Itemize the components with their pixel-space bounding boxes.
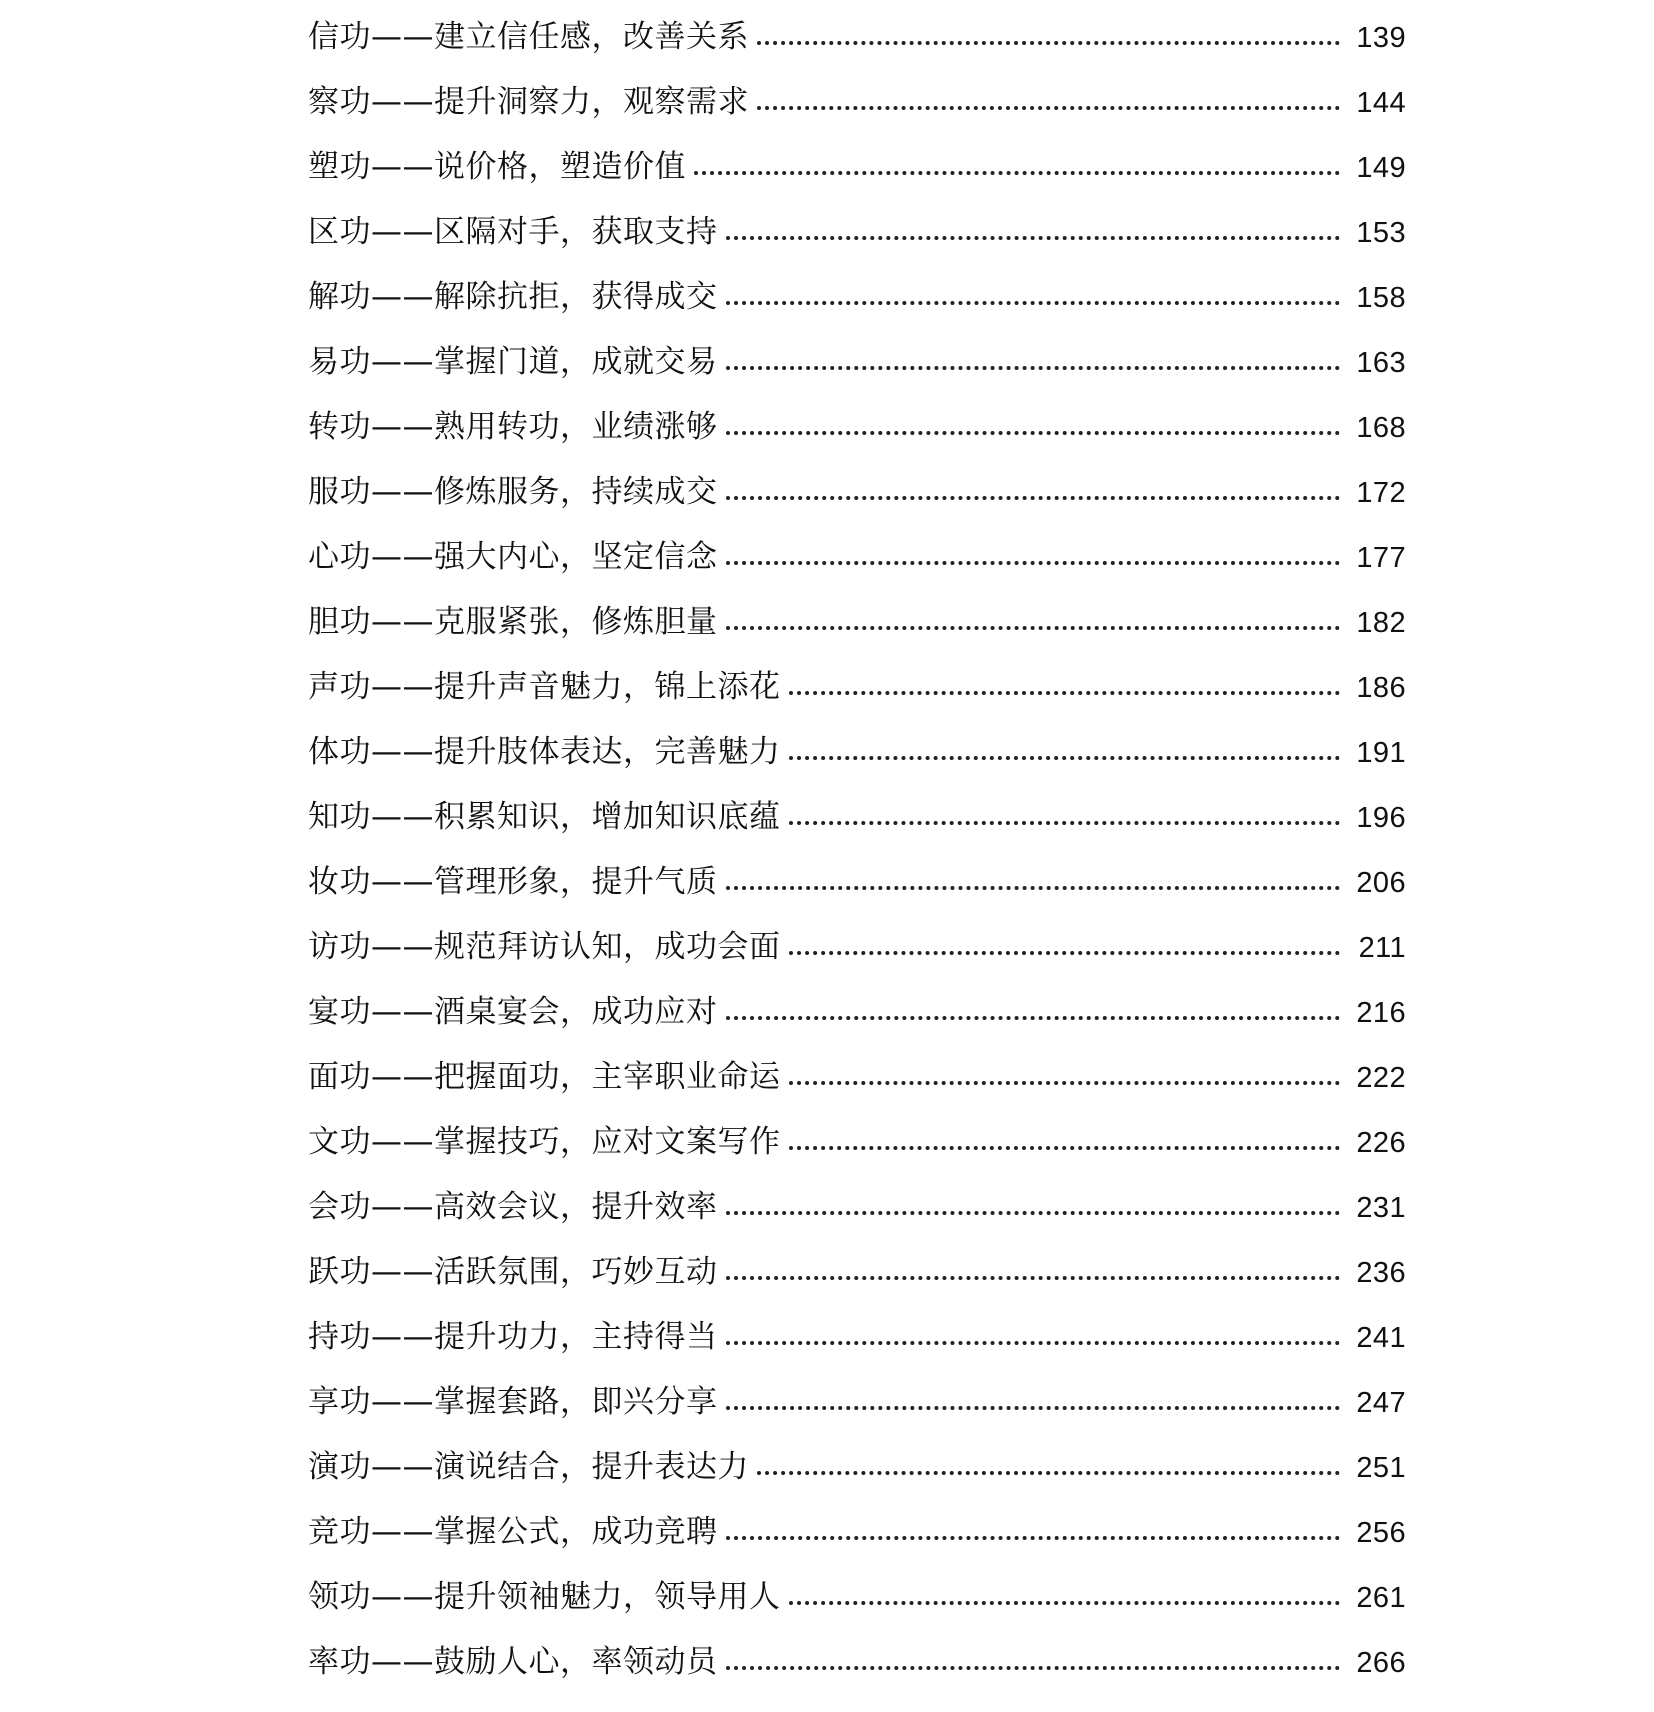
- toc-entry-page-number: 149: [1356, 152, 1406, 184]
- toc-entry-title: 察功——提升洞察力，观察需求: [308, 84, 749, 120]
- toc-entry-title: 面功——把握面功，主宰职业命运: [308, 1059, 781, 1095]
- toc-entry-page-number: 247: [1356, 1387, 1406, 1419]
- toc-entry-page-number: 241: [1356, 1322, 1406, 1354]
- toc-dot-leader: [694, 171, 1340, 175]
- toc-entry-page-number: 158: [1356, 282, 1406, 314]
- toc-entry: [308, 149, 1406, 217]
- toc-entry-title: 竞功——掌握公式，成功竞聘: [308, 1514, 718, 1550]
- toc-entry-page-number: 177: [1356, 542, 1406, 574]
- toc-entry: [308, 19, 1406, 87]
- toc-entry-title: 持功——提升功力，主持得当: [308, 1319, 718, 1355]
- toc-entry-page-number: 256: [1356, 1517, 1406, 1549]
- toc-entry: [308, 604, 1406, 672]
- toc-entry: [308, 994, 1406, 1062]
- toc-entry-page-number: 251: [1356, 1452, 1406, 1484]
- toc-entry: [308, 539, 1406, 607]
- toc-entry-page-number: 211: [1358, 932, 1406, 964]
- toc-entry-page-number: 222: [1356, 1062, 1406, 1094]
- table-of-contents: [308, 19, 1406, 1712]
- toc-dot-leader: [757, 1471, 1340, 1475]
- toc-entry-page-number: 168: [1356, 412, 1406, 444]
- toc-entry: [308, 1644, 1406, 1712]
- toc-entry: [308, 1384, 1406, 1452]
- toc-dot-leader: [757, 106, 1340, 110]
- toc-entry-page-number: 139: [1356, 22, 1406, 54]
- toc-entry-page-number: 196: [1356, 802, 1406, 834]
- toc-dot-leader: [726, 1276, 1341, 1280]
- toc-entry: [308, 474, 1406, 542]
- toc-entry-title: 会功——高效会议，提升效率: [308, 1189, 718, 1225]
- toc-dot-leader: [726, 626, 1341, 630]
- toc-entry-title: 演功——演说结合，提升表达力: [308, 1449, 749, 1485]
- toc-dot-leader: [726, 1406, 1341, 1410]
- toc-entry: [308, 1059, 1406, 1127]
- toc-entry-title: 胆功——克服紧张，修炼胆量: [308, 604, 718, 640]
- toc-entry-title: 率功——鼓励人心，率领动员: [308, 1644, 718, 1680]
- toc-entry: [308, 409, 1406, 477]
- toc-entry-title: 服功——修炼服务，持续成交: [308, 474, 718, 510]
- toc-entry-page-number: 266: [1356, 1647, 1406, 1679]
- toc-entry: [308, 1189, 1406, 1257]
- toc-entry-page-number: 236: [1356, 1257, 1406, 1289]
- toc-entry: [308, 734, 1406, 802]
- toc-entry-title: 区功——区隔对手，获取支持: [308, 214, 718, 250]
- toc-dot-leader: [726, 1016, 1341, 1020]
- toc-entry: [308, 1254, 1406, 1322]
- toc-dot-leader: [789, 756, 1341, 760]
- toc-entry-page-number: 172: [1356, 477, 1406, 509]
- toc-dot-leader: [726, 1666, 1341, 1670]
- toc-entry: [308, 1449, 1406, 1517]
- toc-entry: [308, 279, 1406, 347]
- toc-entry: [308, 864, 1406, 932]
- toc-dot-leader: [726, 1211, 1341, 1215]
- toc-dot-leader: [789, 951, 1341, 955]
- toc-entry: [308, 669, 1406, 737]
- toc-entry-title: 转功——熟用转功，业绩涨够: [308, 409, 718, 445]
- toc-entry-title: 心功——强大内心，坚定信念: [308, 539, 718, 575]
- toc-entry-title: 文功——掌握技巧，应对文案写作: [308, 1124, 781, 1160]
- toc-entry-page-number: 261: [1356, 1582, 1406, 1614]
- toc-entry-title: 宴功——酒桌宴会，成功应对: [308, 994, 718, 1030]
- toc-entry: [308, 929, 1406, 997]
- toc-entry-title: 声功——提升声音魅力，锦上添花: [308, 669, 781, 705]
- toc-entry-title: 易功——掌握门道，成就交易: [308, 344, 718, 380]
- toc-entry-title: 跃功——活跃氛围，巧妙互动: [308, 1254, 718, 1290]
- toc-entry-page-number: 191: [1356, 737, 1406, 769]
- toc-entry-page-number: 231: [1356, 1192, 1406, 1224]
- toc-entry-page-number: 206: [1356, 867, 1406, 899]
- toc-entry-title: 访功——规范拜访认知，成功会面: [308, 929, 781, 965]
- toc-entry-title: 享功——掌握套路，即兴分享: [308, 1384, 718, 1420]
- toc-entry: [308, 344, 1406, 412]
- toc-dot-leader: [726, 431, 1341, 435]
- toc-entry-title: 塑功——说价格，塑造价值: [308, 149, 686, 185]
- toc-entry-title: 信功——建立信任感，改善关系: [308, 19, 749, 55]
- toc-dot-leader: [789, 1081, 1341, 1085]
- toc-dot-leader: [726, 1341, 1341, 1345]
- toc-entry-title: 体功——提升肢体表达，完善魅力: [308, 734, 781, 770]
- toc-entry-page-number: 144: [1356, 87, 1406, 119]
- toc-entry: [308, 1124, 1406, 1192]
- toc-entry-page-number: 182: [1356, 607, 1406, 639]
- toc-dot-leader: [726, 886, 1341, 890]
- toc-entry-page-number: 163: [1356, 347, 1406, 379]
- toc-dot-leader: [726, 236, 1341, 240]
- toc-dot-leader: [726, 301, 1341, 305]
- toc-dot-leader: [726, 561, 1341, 565]
- toc-entry: [308, 799, 1406, 867]
- toc-dot-leader: [726, 1536, 1341, 1540]
- toc-entry: [308, 214, 1406, 282]
- toc-entry-title: 知功——积累知识，增加知识底蕴: [308, 799, 781, 835]
- toc-entry-page-number: 153: [1356, 217, 1406, 249]
- toc-entry: [308, 1319, 1406, 1387]
- toc-entry-title: 解功——解除抗拒，获得成交: [308, 279, 718, 315]
- toc-dot-leader: [789, 1601, 1341, 1605]
- toc-entry-title: 妆功——管理形象，提升气质: [308, 864, 718, 900]
- toc-dot-leader: [726, 366, 1341, 370]
- toc-entry-page-number: 216: [1356, 997, 1406, 1029]
- toc-entry-page-number: 186: [1356, 672, 1406, 704]
- toc-dot-leader: [789, 1146, 1341, 1150]
- toc-dot-leader: [726, 496, 1341, 500]
- toc-entry: [308, 84, 1406, 152]
- toc-dot-leader: [757, 41, 1340, 45]
- toc-dot-leader: [789, 821, 1341, 825]
- toc-entry: [308, 1579, 1406, 1647]
- toc-entry: [308, 1514, 1406, 1582]
- toc-entry-title: 领功——提升领袖魅力，领导用人: [308, 1579, 781, 1615]
- toc-dot-leader: [789, 691, 1341, 695]
- toc-entry-page-number: 226: [1356, 1127, 1406, 1159]
